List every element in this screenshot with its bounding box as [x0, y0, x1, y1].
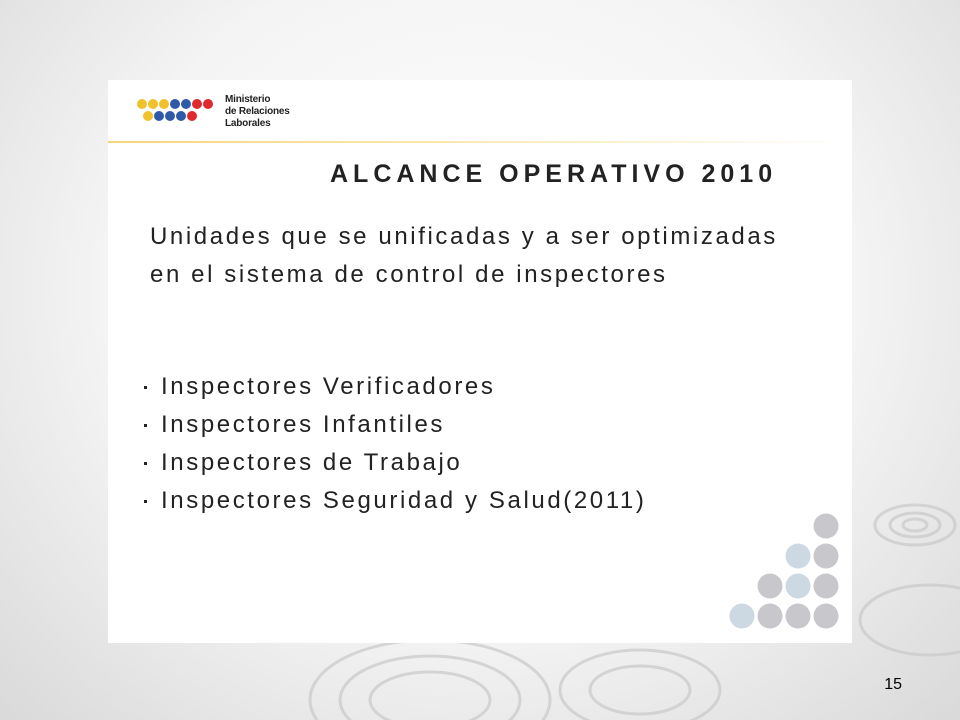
logo-line-3: Laborales: [225, 118, 271, 129]
logo-dot: [154, 111, 164, 121]
bullet-dot-icon: [144, 386, 147, 389]
decorative-circle: [786, 604, 811, 629]
bullet-text: Inspectores Verificadores: [161, 373, 496, 400]
bullet-dot-icon: [144, 424, 147, 427]
bullet-text: Inspectores de Trabajo: [161, 449, 463, 476]
logo-line-1: Ministerio: [225, 94, 271, 105]
logo-dot: [203, 99, 213, 109]
decorative-circle: [758, 574, 783, 599]
slide-intro-text: Unidades que se unificadas y a ser optimizadas en el sistema de control de inspectores: [150, 223, 778, 288]
decorative-circle: [786, 544, 811, 569]
decorative-circle: [814, 514, 839, 539]
header-divider: [108, 141, 852, 143]
decorative-circle: [814, 574, 839, 599]
decorative-circle: [814, 604, 839, 629]
logo-dot: [137, 99, 147, 109]
slide-title: ALCANCE OPERATIVO 2010: [330, 160, 778, 188]
decorative-circle: [786, 574, 811, 599]
logo-dot: [176, 111, 186, 121]
decorative-circle: [730, 604, 755, 629]
decorative-circle: [814, 544, 839, 569]
logo-dot: [170, 99, 180, 109]
logo-dot: [181, 99, 191, 109]
logo-text: [225, 94, 290, 130]
decorative-circle: [758, 604, 783, 629]
logo-dot: [148, 99, 158, 109]
logo-dot: [165, 111, 175, 121]
bullet-list: [142, 368, 646, 520]
bullet-dot-icon: [144, 462, 147, 465]
bullet-text: Inspectores Seguridad y Salud(2011): [161, 487, 647, 514]
bullet-item: [142, 444, 646, 482]
bullet-item: [142, 368, 646, 406]
bullet-dot-icon: [144, 500, 147, 503]
bullet-item: [142, 482, 646, 520]
page-number: 15: [884, 676, 902, 693]
decorative-circles-grid: [722, 510, 846, 634]
logo-dot: [143, 111, 153, 121]
logo-dot: [187, 111, 197, 121]
bullet-item: [142, 406, 646, 444]
bullet-text: Inspectores Infantiles: [161, 411, 445, 438]
logo-dot: [159, 99, 169, 109]
logo-line-2: de Relaciones: [225, 106, 290, 117]
logo-dot: [192, 99, 202, 109]
